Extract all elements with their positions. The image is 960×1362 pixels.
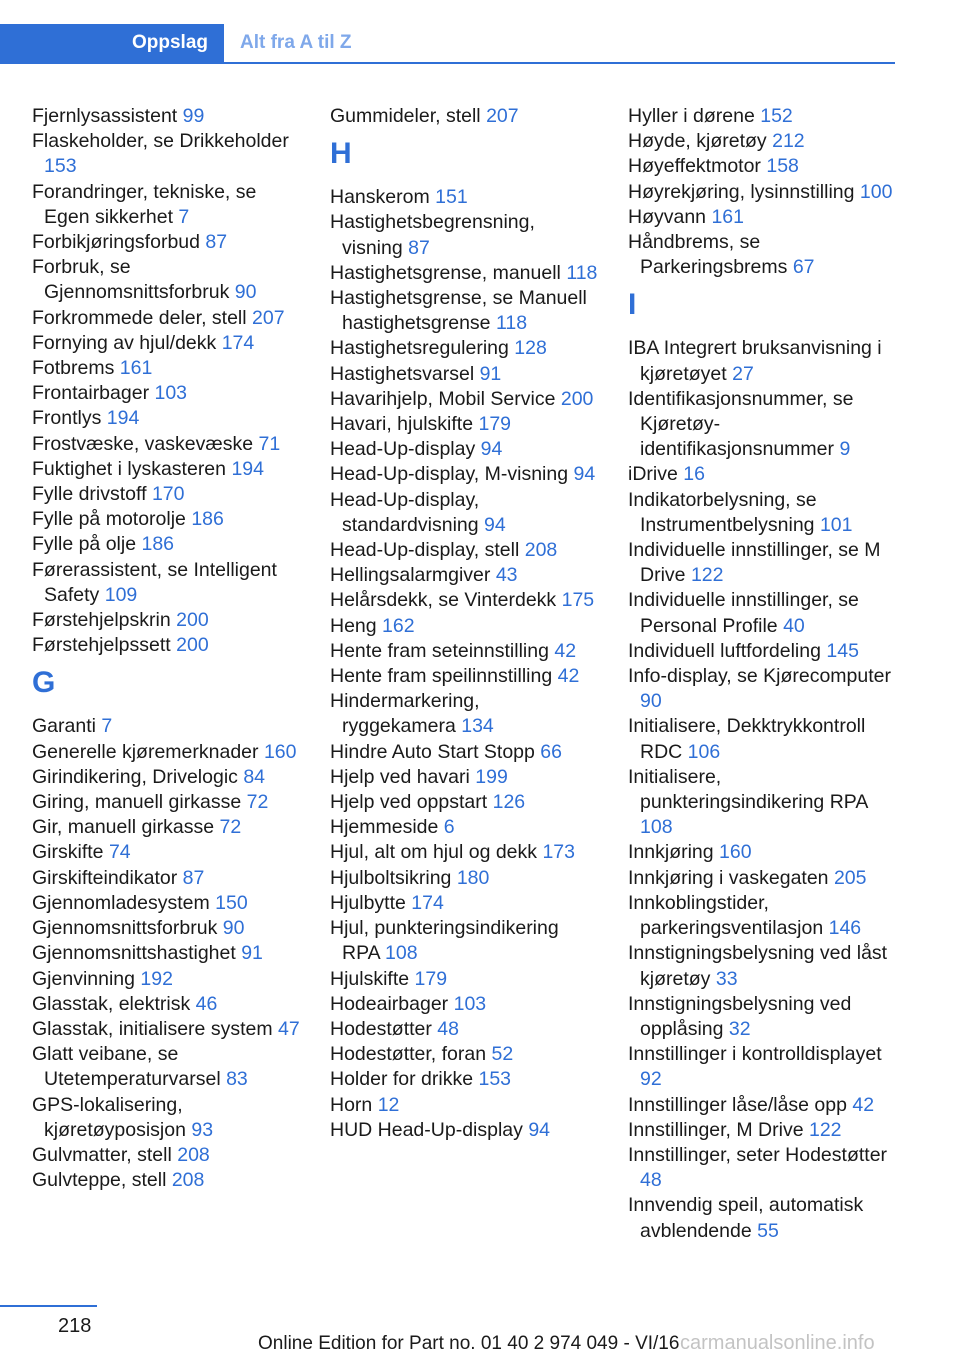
index-entry xyxy=(628,488,896,538)
entry-page-link[interactable]: 40 xyxy=(783,614,805,637)
entry-text: Hjelp ved havari xyxy=(330,765,470,788)
entry-page-link[interactable]: 52 xyxy=(491,1043,514,1066)
entry-page-link[interactable]: 83 xyxy=(226,1068,248,1091)
index-entry xyxy=(32,840,300,865)
entry-page-link[interactable]: 90 xyxy=(640,690,662,713)
index-entry xyxy=(330,639,598,664)
entry-text: Forkrommede deler, stell xyxy=(32,306,247,329)
index-entry xyxy=(32,967,300,992)
entry-page-link[interactable]: 109 xyxy=(104,583,138,606)
entry-page-link[interactable]: 72 xyxy=(246,791,269,814)
entry-page-link[interactable]: 87 xyxy=(182,866,205,889)
entry-text: Hodestøtter xyxy=(330,1017,432,1040)
entry-text: Horn xyxy=(330,1093,373,1116)
index-entry xyxy=(330,362,598,387)
entry-page-link[interactable]: 200 xyxy=(176,634,209,657)
entry-text: Hjulboltsikring xyxy=(330,866,452,889)
entry-text: Høyde, kjøretøy xyxy=(628,130,767,153)
entry-text: HUD Head-Up-display xyxy=(330,1118,523,1141)
entry-text: IBA Integrert bruksanvisning i kjøretøyet xyxy=(628,337,882,385)
index-entry xyxy=(32,740,300,765)
entry-text: iDrive xyxy=(628,463,678,486)
entry-text: Hjul, alt om hjul og dekk xyxy=(330,841,538,864)
entry-text: Garanti xyxy=(32,715,96,738)
index-entry xyxy=(330,185,598,210)
entry-page-link[interactable]: 170 xyxy=(151,483,185,506)
entry-text: Innstillinger låse/låse opp xyxy=(628,1093,847,1116)
entry-page-link[interactable]: 162 xyxy=(382,614,415,637)
entry-page-link[interactable]: 180 xyxy=(456,866,490,889)
entry-page-link[interactable]: 16 xyxy=(683,463,705,486)
entry-page-link[interactable]: 87 xyxy=(408,236,430,259)
index-entry xyxy=(330,104,598,129)
index-entry xyxy=(32,356,300,381)
entry-page-link[interactable]: 151 xyxy=(435,186,468,209)
entry-page-link[interactable]: 186 xyxy=(141,533,175,556)
entry-page-link[interactable]: 200 xyxy=(176,609,209,632)
entry-text: Head-Up-display, M-visning xyxy=(330,463,569,486)
index-entry xyxy=(628,1093,896,1118)
entry-page-link[interactable]: 122 xyxy=(690,564,724,587)
entry-text: Hastighetsbegrensning, visning xyxy=(330,211,535,259)
index-entry xyxy=(628,538,896,588)
index-entry xyxy=(628,1118,896,1143)
entry-page-link[interactable]: 100 xyxy=(859,180,893,203)
entry-page-link[interactable]: 146 xyxy=(828,917,862,940)
entry-page-link[interactable]: 94 xyxy=(480,438,503,461)
entry-text: Hyller i dørene xyxy=(628,105,755,127)
index-entry xyxy=(32,866,300,891)
entry-text: Hente fram seteinnstilling xyxy=(330,639,549,662)
index-entry xyxy=(330,1042,598,1067)
entry-text: Hindermarkering, ryggekamera xyxy=(330,690,480,738)
entry-page-link[interactable]: 91 xyxy=(479,362,502,385)
entry-page-link[interactable]: 90 xyxy=(234,281,257,304)
edition-info: Online Edition for Part no. 01 40 2 974 049 - VI/16 xyxy=(258,1333,680,1354)
index-entry xyxy=(628,714,896,764)
index-entry xyxy=(330,740,598,765)
entry-text: Flaskeholder, se Drikkeholder xyxy=(32,130,289,153)
entry-text: Innvendig speil, automatisk avblendende xyxy=(628,1194,864,1242)
entry-page-link[interactable]: 153 xyxy=(478,1068,512,1091)
entry-text: Innstillinger, M Drive xyxy=(628,1118,804,1141)
section-letter: G xyxy=(32,666,56,700)
entry-page-link[interactable]: 208 xyxy=(171,1169,205,1192)
index-entry xyxy=(628,941,896,991)
index-entry xyxy=(330,1067,598,1092)
entry-page-link[interactable]: 192 xyxy=(140,967,173,990)
index-entry xyxy=(330,210,598,260)
index-entry xyxy=(330,1118,598,1143)
entry-text: Hastighetsgrense, manuell xyxy=(330,261,561,284)
entry-text: Heng xyxy=(330,614,377,637)
index-entry xyxy=(330,336,598,361)
index-entry xyxy=(330,916,598,966)
entry-page-link[interactable]: 160 xyxy=(719,841,752,864)
entry-text: Gjenvinning xyxy=(32,967,135,990)
entry-page-link[interactable]: 66 xyxy=(540,740,562,763)
tab-alt-fra-a-til-z[interactable]: Alt fra A til Z xyxy=(240,32,352,53)
entry-page-link[interactable]: 48 xyxy=(640,1169,662,1192)
entry-text: Hjemmeside xyxy=(330,816,439,839)
entry-text: Hjul, punkteringsindikering RPA xyxy=(330,917,559,965)
entry-text: Identifikasjonsnummer, se Kjøretøy-identifikasjonsnummer xyxy=(628,387,854,461)
index-entry xyxy=(32,381,300,406)
entry-text: Giring, manuell girkasse xyxy=(32,791,242,814)
entry-text: Hastighetsvarsel xyxy=(330,362,475,385)
index-entry xyxy=(32,815,300,840)
entry-text: Forbruk, se Gjennomsnittsforbruk xyxy=(32,256,230,304)
entry-text: Hastighetsgrense, se Manuell hastighetsgrense xyxy=(330,287,587,335)
entry-page-link[interactable]: 108 xyxy=(640,816,673,839)
entry-text: Innkjøring xyxy=(628,841,714,864)
index-entry xyxy=(330,664,598,689)
entry-page-link[interactable]: 175 xyxy=(561,589,595,612)
entry-text: Frostvæske, vaskevæske xyxy=(32,432,254,455)
index-entry xyxy=(330,387,598,412)
index-entry xyxy=(330,790,598,815)
entry-page-link[interactable]: 101 xyxy=(819,513,853,536)
index-entry xyxy=(32,608,300,633)
entry-page-link[interactable]: 150 xyxy=(215,891,248,914)
entry-text: Frontlys xyxy=(32,407,102,430)
entry-page-link[interactable]: 194 xyxy=(106,407,140,430)
entry-page-link[interactable]: 27 xyxy=(732,362,754,385)
entry-page-link[interactable]: 32 xyxy=(728,1017,751,1040)
index-entry xyxy=(330,992,598,1017)
index-entry xyxy=(628,180,896,205)
entry-text: Høyrekjøring, lysinnstilling xyxy=(628,180,855,203)
entry-page-link[interactable]: 7 xyxy=(178,205,190,228)
entry-page-link[interactable]: 71 xyxy=(258,432,281,455)
entry-page-link[interactable]: 205 xyxy=(833,866,867,889)
entry-page-link[interactable]: 46 xyxy=(195,992,218,1015)
entry-text: Frontairbager xyxy=(32,382,150,405)
entry-text: Hastighetsregulering xyxy=(330,337,509,360)
index-entry xyxy=(330,538,598,563)
index-entry xyxy=(628,387,896,463)
entry-text: Forandringer, tekniske, se Egen sikkerhet xyxy=(32,180,257,228)
entry-text: Glasstak, initialisere system xyxy=(32,1017,273,1040)
entry-page-link[interactable]: 152 xyxy=(760,105,793,127)
index-entry xyxy=(628,129,896,154)
header xyxy=(0,24,895,64)
entry-page-link[interactable]: 153 xyxy=(44,155,77,178)
index-entry xyxy=(32,306,300,331)
index-entry xyxy=(32,482,300,507)
index-entry xyxy=(330,765,598,790)
entry-page-link[interactable]: 106 xyxy=(687,740,721,763)
entry-text: GPS-lokalisering, kjøretøyposisjon xyxy=(32,1093,186,1141)
footer-rule xyxy=(0,1305,97,1307)
entry-text: Gummideler, stell xyxy=(330,105,481,127)
tab-oppslag[interactable]: Oppslag xyxy=(0,24,224,62)
index-entry xyxy=(330,563,598,588)
entry-page-link[interactable]: 91 xyxy=(241,942,263,965)
entry-text: Hodeairbager xyxy=(330,992,449,1015)
index-entry xyxy=(628,154,896,179)
index-entry xyxy=(32,941,300,966)
index-entry xyxy=(330,437,598,462)
entry-text: Havarihjelp, Mobil Service xyxy=(330,387,556,410)
entry-page-link[interactable]: 126 xyxy=(492,791,526,814)
page-number: 218 xyxy=(58,1315,92,1337)
entry-page-link[interactable]: 118 xyxy=(495,312,528,335)
entry-page-link[interactable]: 208 xyxy=(524,539,558,562)
index-entry xyxy=(32,765,300,790)
entry-text: Høyeffektmotor xyxy=(628,155,761,178)
entry-page-link[interactable]: 33 xyxy=(715,967,738,990)
index-entry xyxy=(32,432,300,457)
index-entry xyxy=(628,840,896,865)
entry-text: Girskifteindikator xyxy=(32,866,178,889)
index-entry xyxy=(330,261,598,286)
index-entry xyxy=(32,230,300,255)
entry-page-link[interactable]: 74 xyxy=(108,841,131,864)
entry-text: Individuell luftfordeling xyxy=(628,639,821,662)
index-entry xyxy=(330,1093,598,1118)
entry-text: Generelle kjøremerknader xyxy=(32,740,259,763)
entry-page-link[interactable]: 9 xyxy=(839,438,851,461)
entry-page-link[interactable]: 103 xyxy=(453,992,487,1015)
index-entry xyxy=(628,1193,896,1243)
entry-text: Gjennomsnittshastighet xyxy=(32,942,236,965)
index-entry xyxy=(628,230,896,280)
index-entry xyxy=(628,866,896,891)
index-entry xyxy=(628,664,896,714)
entry-page-link[interactable]: 207 xyxy=(486,105,519,127)
index-entry xyxy=(330,462,598,487)
index-entry xyxy=(32,633,300,658)
entry-text: Head-Up-display, stell xyxy=(330,539,520,562)
entry-page-link[interactable]: 199 xyxy=(475,765,508,788)
entry-text: Forbikjøringsforbud xyxy=(32,231,200,254)
index-entry xyxy=(330,866,598,891)
entry-text: Gir, manuell girkasse xyxy=(32,816,215,839)
entry-text: Hellingsalarmgiver xyxy=(330,564,491,587)
entry-page-link[interactable]: 108 xyxy=(385,942,418,965)
entry-page-link[interactable]: 6 xyxy=(443,816,455,839)
index-entry xyxy=(628,765,896,841)
index-entry xyxy=(628,462,896,487)
index-entry xyxy=(330,815,598,840)
index-entry xyxy=(628,1042,896,1092)
index-entry xyxy=(330,689,598,739)
entry-page-link[interactable]: 134 xyxy=(461,715,494,738)
index-entry xyxy=(32,916,300,941)
index-entry xyxy=(32,457,300,482)
index-column-1 xyxy=(32,104,300,1193)
index-entry xyxy=(628,992,896,1042)
index-entry xyxy=(32,1143,300,1168)
index-entry xyxy=(32,992,300,1017)
entry-text: Fuktighet i lyskasteren xyxy=(32,457,227,480)
entry-page-link[interactable]: 47 xyxy=(278,1017,300,1040)
entry-text: Initialisere, punkteringsindikering RPA xyxy=(628,765,868,814)
entry-page-link[interactable]: 122 xyxy=(808,1118,842,1141)
entry-page-link[interactable]: 94 xyxy=(484,513,506,536)
entry-page-link[interactable]: 94 xyxy=(528,1118,551,1141)
entry-text: Initialisere, Dekktrykkontroll RDC xyxy=(628,715,866,763)
entry-page-link[interactable]: 174 xyxy=(411,891,444,914)
entry-text: Glasstak, elektrisk xyxy=(32,992,191,1015)
entry-text: Førerassistent, se Intelligent Safety xyxy=(32,558,277,606)
index-entry xyxy=(32,1042,300,1092)
entry-page-link[interactable]: 160 xyxy=(263,740,297,763)
entry-text: Gulvmatter, stell xyxy=(32,1143,172,1166)
entry-text: Fylle på motorolje xyxy=(32,508,186,531)
entry-text: Innstillinger, seter Hodestøtter xyxy=(628,1143,888,1166)
index-entry xyxy=(628,205,896,230)
entry-text: Holder for drikke xyxy=(330,1068,474,1091)
entry-page-link[interactable]: 42 xyxy=(557,665,580,688)
entry-text: Gulvteppe, stell xyxy=(32,1169,167,1192)
entry-text: Glatt veibane, se Utetemperaturvarsel xyxy=(32,1043,221,1091)
entry-text: Fylle på olje xyxy=(32,533,137,556)
index-column-3 xyxy=(628,104,896,1244)
index-entry xyxy=(32,406,300,431)
entry-page-link[interactable]: 92 xyxy=(640,1068,662,1091)
index-entry xyxy=(628,891,896,941)
index-entry xyxy=(32,331,300,356)
index-entry xyxy=(32,790,300,815)
index-entry xyxy=(32,129,300,179)
index-entry xyxy=(628,104,896,129)
entry-text: Helårsdekk, se Vinterdekk xyxy=(330,589,557,612)
entry-text: Hjulskifte xyxy=(330,967,410,990)
entry-page-link[interactable]: 94 xyxy=(573,463,596,486)
index-entry xyxy=(32,104,300,129)
entry-page-link[interactable]: 212 xyxy=(772,130,805,153)
entry-page-link[interactable]: 145 xyxy=(826,639,859,662)
entry-text: Hodestøtter, foran xyxy=(330,1043,487,1066)
entry-text: Fylle drivstoff xyxy=(32,483,147,506)
entry-text: Girskifte xyxy=(32,841,104,864)
entry-page-link[interactable]: 128 xyxy=(514,337,547,360)
entry-page-link[interactable]: 42 xyxy=(554,639,577,662)
entry-page-link[interactable]: 173 xyxy=(542,841,575,864)
entry-text: Gjennomladesystem xyxy=(32,891,210,914)
entry-page-link[interactable]: 72 xyxy=(219,816,242,839)
entry-page-link[interactable]: 161 xyxy=(711,205,744,228)
index-entry xyxy=(330,488,598,538)
index-entry xyxy=(330,967,598,992)
index-entry xyxy=(330,891,598,916)
entry-text: Innstigningsbelysning ved opplåsing xyxy=(628,992,852,1040)
index-entry xyxy=(32,180,300,230)
entry-text: Førstehjelpssett xyxy=(32,634,171,657)
entry-text: Head-Up-display xyxy=(330,438,476,461)
index-entry xyxy=(628,336,896,386)
entry-text: Hjulbytte xyxy=(330,891,406,914)
entry-text: Hindre Auto Start Stopp xyxy=(330,740,535,763)
entry-text: Innstillinger i kontrolldisplayet xyxy=(628,1043,882,1066)
index-entry xyxy=(32,1168,300,1193)
entry-page-link[interactable]: 194 xyxy=(231,457,264,480)
entry-page-link[interactable]: 200 xyxy=(560,387,594,410)
entry-page-link[interactable]: 90 xyxy=(222,917,245,940)
index-entry xyxy=(628,588,896,638)
entry-page-link[interactable]: 7 xyxy=(101,715,113,738)
index-entry xyxy=(330,588,598,613)
entry-page-link[interactable]: 42 xyxy=(852,1093,875,1116)
index-entry xyxy=(32,714,300,739)
entry-page-link[interactable]: 99 xyxy=(182,105,205,127)
index-entry xyxy=(32,1093,300,1143)
entry-page-link[interactable]: 179 xyxy=(414,967,448,990)
entry-text: Fjernlysassistent xyxy=(32,105,178,127)
entry-text: Fotbrems xyxy=(32,357,115,380)
entry-page-link[interactable]: 43 xyxy=(495,564,518,587)
entry-page-link[interactable]: 55 xyxy=(757,1219,779,1242)
index-entry xyxy=(32,1017,300,1042)
entry-text: Individuelle innstillinger, se M Drive xyxy=(628,539,881,587)
entry-page-link[interactable]: 179 xyxy=(478,413,512,436)
index-entry xyxy=(32,507,300,532)
entry-text: Hanskerom xyxy=(330,186,430,209)
entry-page-link[interactable]: 67 xyxy=(792,256,815,279)
entry-text: Girindikering, Drivelogic xyxy=(32,765,238,788)
entry-page-link[interactable]: 12 xyxy=(377,1093,400,1116)
entry-text: Indikatorbelysning, se Instrumentbelysning xyxy=(628,488,817,536)
entry-page-link[interactable]: 161 xyxy=(119,357,153,380)
index-entry xyxy=(330,412,598,437)
entry-text: Håndbrems, se Parkeringsbrems xyxy=(628,231,788,279)
entry-text: Hente fram speilinnstilling xyxy=(330,665,553,688)
entry-text: Individuelle innstillinger, se Personal Profile xyxy=(628,589,859,637)
entry-page-link[interactable]: 158 xyxy=(766,155,799,178)
index-entry xyxy=(330,614,598,639)
entry-page-link[interactable]: 208 xyxy=(177,1143,210,1166)
entry-text: Innkoblingstider, parkeringsventilasjon xyxy=(628,891,824,940)
entry-text: Hjelp ved oppstart xyxy=(330,791,488,814)
index-entry xyxy=(330,1017,598,1042)
entry-page-link[interactable]: 186 xyxy=(191,508,224,531)
entry-text: Gjennomsnittsforbruk xyxy=(32,917,218,940)
entry-page-link[interactable]: 48 xyxy=(437,1017,459,1040)
entry-page-link[interactable]: 93 xyxy=(191,1118,214,1141)
entry-text: Head-Up-display, standardvisning xyxy=(330,488,480,536)
entry-text: Info-display, se Kjørecomputer xyxy=(628,665,891,688)
entry-text: Innstigningsbelysning ved låst kjøretøy xyxy=(628,942,888,990)
entry-text: Høyvann xyxy=(628,205,707,228)
index-entry xyxy=(628,639,896,664)
entry-text: Havari, hjulskifte xyxy=(330,413,474,436)
index-entry xyxy=(32,891,300,916)
watermark: carmanualsonline.info xyxy=(680,1332,875,1354)
index-entry xyxy=(330,840,598,865)
entry-page-link[interactable]: 84 xyxy=(243,765,266,788)
section-letter: I xyxy=(628,288,637,322)
entry-text: Førstehjelpskrin xyxy=(32,609,171,632)
entry-page-link[interactable]: 87 xyxy=(205,231,228,254)
index-entry xyxy=(32,558,300,608)
entry-page-link[interactable]: 103 xyxy=(154,382,188,405)
entry-page-link[interactable]: 118 xyxy=(566,261,598,284)
index-entry xyxy=(32,255,300,305)
entry-page-link[interactable]: 174 xyxy=(221,331,255,354)
index-column-2 xyxy=(330,104,598,1143)
index-entry xyxy=(628,1143,896,1193)
section-letter: H xyxy=(330,137,352,171)
index-entry xyxy=(32,532,300,557)
entry-page-link[interactable]: 207 xyxy=(252,306,285,329)
entry-text: Innkjøring i vaskegaten xyxy=(628,866,829,889)
entry-text: Fornying av hjul/dekk xyxy=(32,331,217,354)
index-entry xyxy=(330,286,598,336)
